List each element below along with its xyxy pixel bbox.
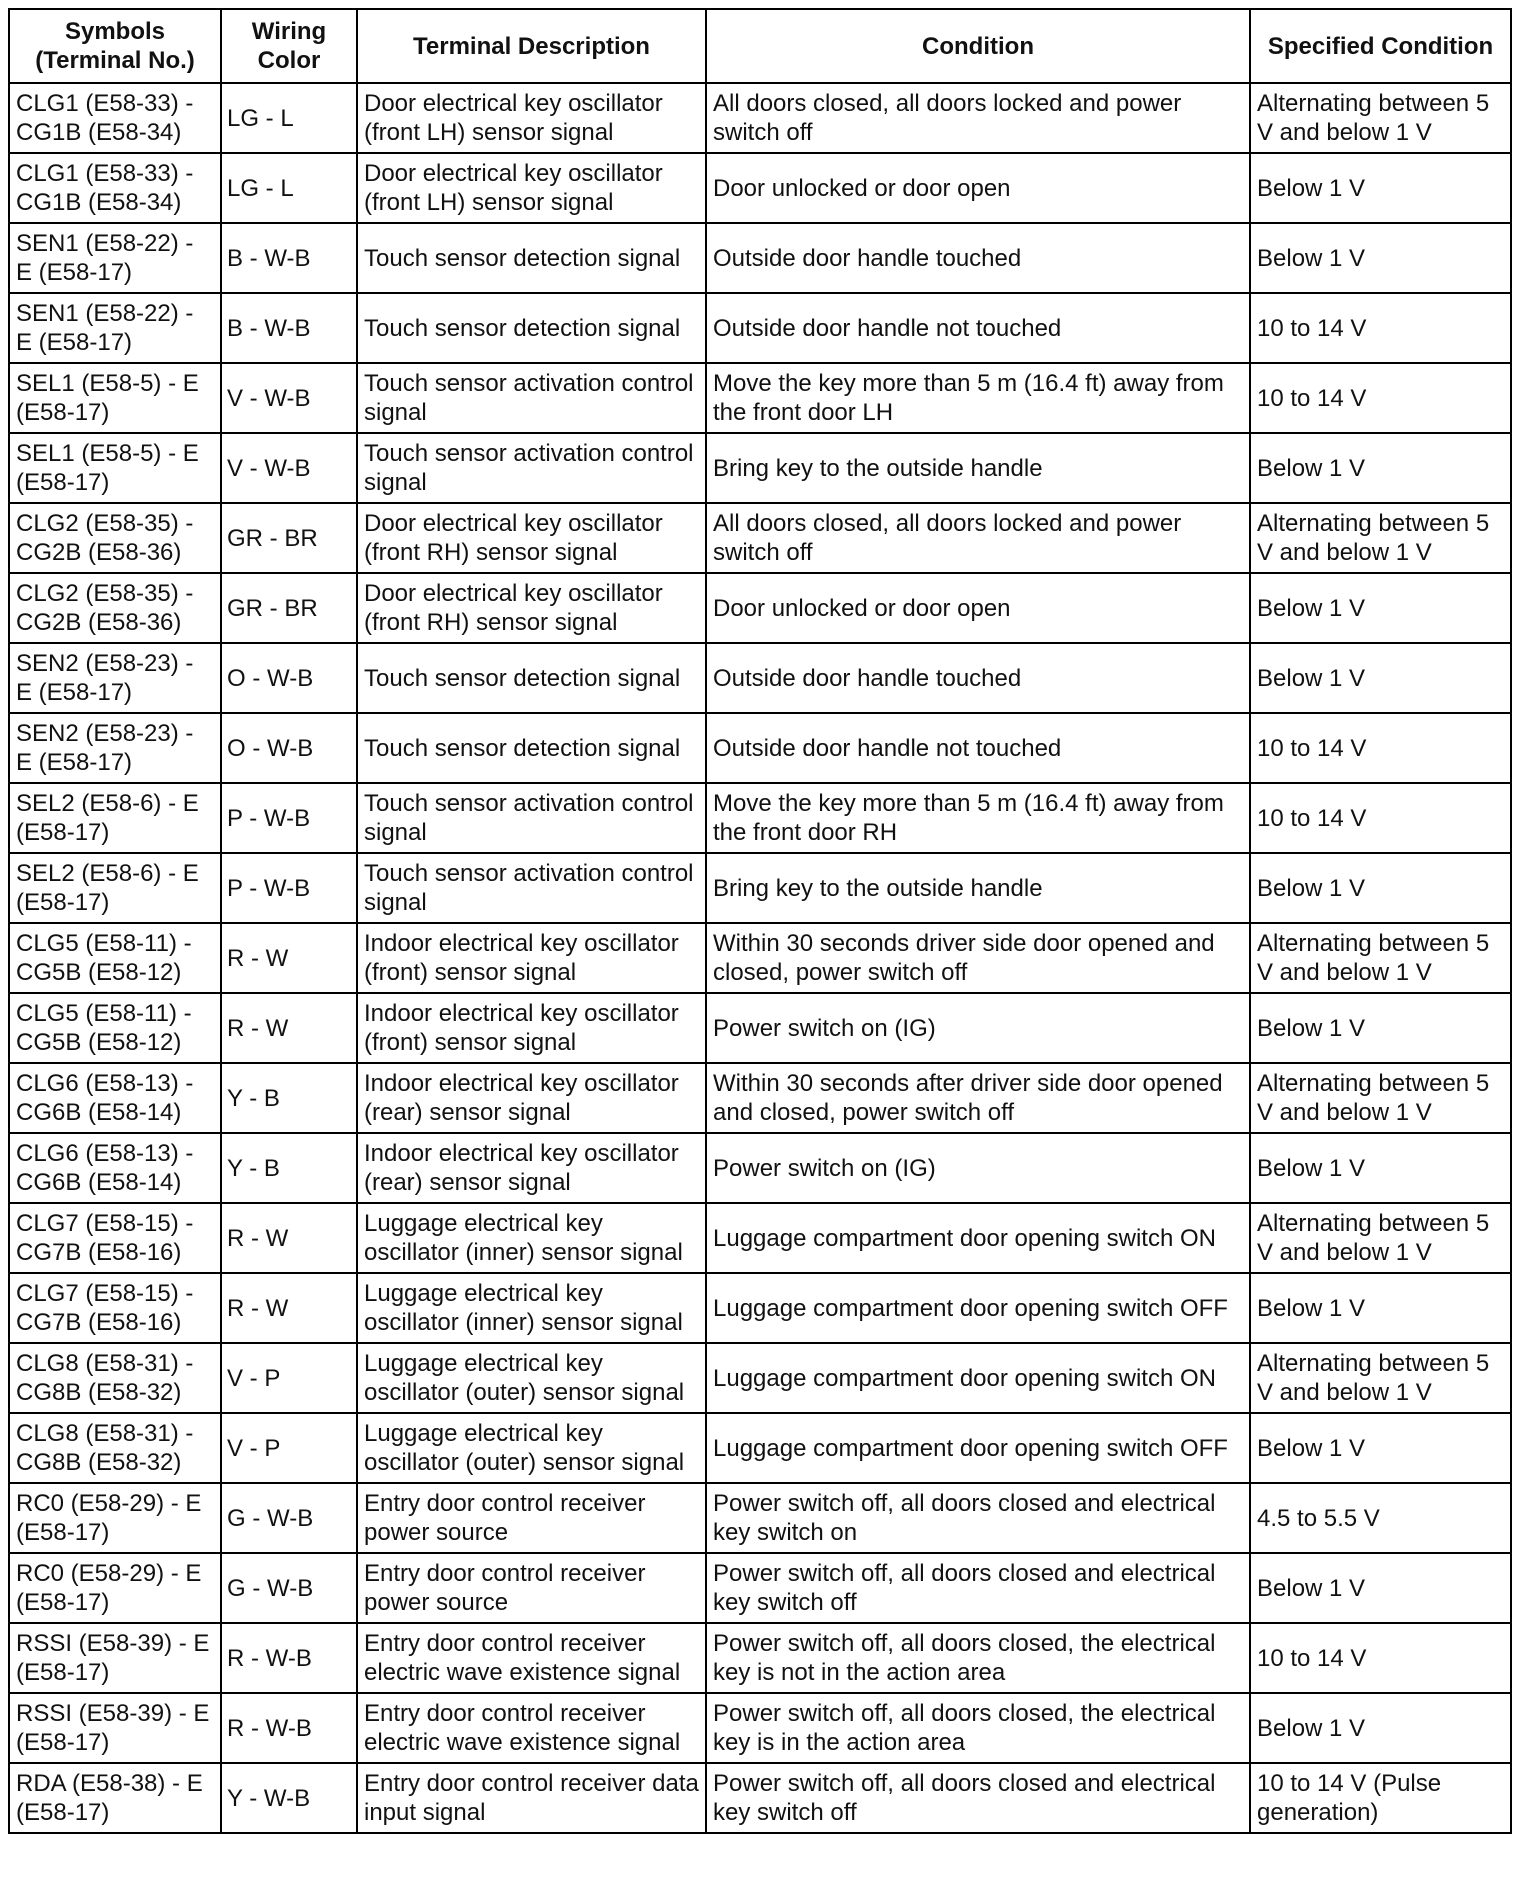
terminal-table-container [8,8,1510,1834]
cell-condition: Bring key to the outside handle [706,433,1250,503]
cell-wiring-color: P - W-B [221,783,357,853]
table-row [9,1483,1511,1553]
cell-specified-condition: Below 1 V [1250,993,1511,1063]
cell-wiring-color: R - W [221,993,357,1063]
cell-condition: Within 30 seconds driver side door opened and closed, power switch off [706,923,1250,993]
cell-condition: Power switch on (IG) [706,993,1250,1063]
cell-specified-condition: Below 1 V [1250,1413,1511,1483]
cell-symbol: RC0 (E58-29) - E (E58-17) [9,1553,221,1623]
cell-terminal-description: Entry door control receiver data input signal [357,1763,706,1833]
cell-specified-condition: Alternating between 5 V and below 1 V [1250,1343,1511,1413]
table-row [9,993,1511,1063]
cell-specified-condition: Alternating between 5 V and below 1 V [1250,1203,1511,1273]
cell-wiring-color: G - W-B [221,1553,357,1623]
table-row [9,1203,1511,1273]
cell-wiring-color: LG - L [221,83,357,153]
cell-symbol: SEL1 (E58-5) - E (E58-17) [9,363,221,433]
cell-symbol: SEL2 (E58-6) - E (E58-17) [9,783,221,853]
cell-terminal-description: Touch sensor detection signal [357,643,706,713]
cell-terminal-description: Indoor electrical key oscillator (rear) sensor signal [357,1133,706,1203]
cell-terminal-description: Touch sensor activation control signal [357,853,706,923]
cell-symbol: CLG8 (E58-31) - CG8B (E58-32) [9,1413,221,1483]
table-header [9,9,1511,83]
table-row [9,783,1511,853]
cell-specified-condition: Alternating between 5 V and below 1 V [1250,503,1511,573]
cell-terminal-description: Touch sensor activation control signal [357,363,706,433]
table-row [9,1063,1511,1133]
table-row [9,643,1511,713]
cell-terminal-description: Luggage electrical key oscillator (outer) sensor signal [357,1343,706,1413]
header-row [9,9,1511,83]
cell-condition: Bring key to the outside handle [706,853,1250,923]
cell-condition: Door unlocked or door open [706,573,1250,643]
cell-symbol: RSSI (E58-39) - E (E58-17) [9,1623,221,1693]
cell-terminal-description: Indoor electrical key oscillator (front) sensor signal [357,993,706,1063]
table-row [9,433,1511,503]
cell-condition: All doors closed, all doors locked and power switch off [706,503,1250,573]
header-specified-condition: Specified Condition [1250,9,1511,83]
table-row [9,293,1511,363]
cell-condition: Outside door handle touched [706,643,1250,713]
cell-symbol: CLG7 (E58-15) - CG7B (E58-16) [9,1273,221,1343]
cell-condition: Door unlocked or door open [706,153,1250,223]
table-row [9,1343,1511,1413]
cell-symbol: SEN2 (E58-23) - E (E58-17) [9,643,221,713]
cell-wiring-color: Y - W-B [221,1763,357,1833]
cell-symbol: RC0 (E58-29) - E (E58-17) [9,1483,221,1553]
cell-wiring-color: V - W-B [221,363,357,433]
cell-terminal-description: Entry door control receiver power source [357,1553,706,1623]
cell-symbol: CLG1 (E58-33) - CG1B (E58-34) [9,153,221,223]
cell-condition: All doors closed, all doors locked and power switch off [706,83,1250,153]
cell-specified-condition: Below 1 V [1250,1553,1511,1623]
cell-terminal-description: Indoor electrical key oscillator (rear) sensor signal [357,1063,706,1133]
header-wiring-color: Wiring Color [221,9,357,83]
table-row [9,223,1511,293]
cell-symbol: RSSI (E58-39) - E (E58-17) [9,1693,221,1763]
cell-specified-condition: 10 to 14 V (Pulse generation) [1250,1763,1511,1833]
cell-specified-condition: Alternating between 5 V and below 1 V [1250,83,1511,153]
cell-condition: Outside door handle not touched [706,713,1250,783]
cell-wiring-color: P - W-B [221,853,357,923]
cell-wiring-color: O - W-B [221,713,357,783]
cell-condition: Outside door handle touched [706,223,1250,293]
cell-terminal-description: Door electrical key oscillator (front LH) sensor signal [357,153,706,223]
cell-specified-condition: Below 1 V [1250,643,1511,713]
cell-terminal-description: Luggage electrical key oscillator (inner) sensor signal [357,1273,706,1343]
cell-symbol: SEL1 (E58-5) - E (E58-17) [9,433,221,503]
table-row [9,923,1511,993]
cell-condition: Power switch off, all doors closed and electrical key switch off [706,1763,1250,1833]
table-row [9,83,1511,153]
cell-symbol: CLG1 (E58-33) - CG1B (E58-34) [9,83,221,153]
cell-wiring-color: R - W [221,923,357,993]
cell-condition: Luggage compartment door opening switch OFF [706,1273,1250,1343]
cell-symbol: CLG2 (E58-35) - CG2B (E58-36) [9,503,221,573]
cell-terminal-description: Door electrical key oscillator (front LH) sensor signal [357,83,706,153]
cell-terminal-description: Touch sensor detection signal [357,293,706,363]
cell-terminal-description: Door electrical key oscillator (front RH) sensor signal [357,573,706,643]
table-row [9,1133,1511,1203]
cell-wiring-color: GR - BR [221,573,357,643]
cell-wiring-color: O - W-B [221,643,357,713]
cell-condition: Power switch off, all doors closed and electrical key switch on [706,1483,1250,1553]
cell-specified-condition: 10 to 14 V [1250,783,1511,853]
table-row [9,573,1511,643]
cell-wiring-color: R - W-B [221,1693,357,1763]
cell-specified-condition: 10 to 14 V [1250,363,1511,433]
cell-wiring-color: V - W-B [221,433,357,503]
header-symbols: Symbols (Terminal No.) [9,9,221,83]
cell-specified-condition: 10 to 14 V [1250,293,1511,363]
cell-symbol: SEL2 (E58-6) - E (E58-17) [9,853,221,923]
cell-terminal-description: Entry door control receiver electric wave existence signal [357,1623,706,1693]
cell-terminal-description: Touch sensor activation control signal [357,433,706,503]
table-row [9,1623,1511,1693]
cell-symbol: CLG6 (E58-13) - CG6B (E58-14) [9,1133,221,1203]
table-row [9,363,1511,433]
cell-specified-condition: Below 1 V [1250,853,1511,923]
cell-wiring-color: R - W [221,1203,357,1273]
cell-wiring-color: V - P [221,1413,357,1483]
cell-condition: Power switch off, all doors closed, the electrical key is in the action area [706,1693,1250,1763]
cell-terminal-description: Touch sensor activation control signal [357,783,706,853]
cell-wiring-color: B - W-B [221,293,357,363]
table-row [9,1553,1511,1623]
table-body [9,83,1511,1833]
table-row [9,1763,1511,1833]
cell-specified-condition: Alternating between 5 V and below 1 V [1250,1063,1511,1133]
table-row [9,503,1511,573]
cell-condition: Move the key more than 5 m (16.4 ft) away from the front door LH [706,363,1250,433]
cell-symbol: RDA (E58-38) - E (E58-17) [9,1763,221,1833]
table-row [9,713,1511,783]
cell-terminal-description: Luggage electrical key oscillator (inner) sensor signal [357,1203,706,1273]
table-row [9,1693,1511,1763]
cell-condition: Luggage compartment door opening switch ON [706,1203,1250,1273]
cell-condition: Luggage compartment door opening switch OFF [706,1413,1250,1483]
table-row [9,1273,1511,1343]
cell-condition: Move the key more than 5 m (16.4 ft) away from the front door RH [706,783,1250,853]
cell-symbol: CLG6 (E58-13) - CG6B (E58-14) [9,1063,221,1133]
cell-condition: Within 30 seconds after driver side door opened and closed, power switch off [706,1063,1250,1133]
cell-specified-condition: Alternating between 5 V and below 1 V [1250,923,1511,993]
cell-wiring-color: R - W-B [221,1623,357,1693]
cell-specified-condition: Below 1 V [1250,1693,1511,1763]
cell-condition: Power switch on (IG) [706,1133,1250,1203]
cell-wiring-color: G - W-B [221,1483,357,1553]
cell-wiring-color: B - W-B [221,223,357,293]
cell-wiring-color: GR - BR [221,503,357,573]
cell-terminal-description: Entry door control receiver power source [357,1483,706,1553]
cell-specified-condition: 10 to 14 V [1250,1623,1511,1693]
table-row [9,853,1511,923]
cell-symbol: SEN2 (E58-23) - E (E58-17) [9,713,221,783]
cell-terminal-description: Door electrical key oscillator (front RH) sensor signal [357,503,706,573]
cell-specified-condition: Below 1 V [1250,433,1511,503]
terminal-table [8,8,1512,1834]
table-row [9,1413,1511,1483]
cell-terminal-description: Indoor electrical key oscillator (front) sensor signal [357,923,706,993]
cell-symbol: CLG2 (E58-35) - CG2B (E58-36) [9,573,221,643]
cell-specified-condition: 4.5 to 5.5 V [1250,1483,1511,1553]
cell-condition: Luggage compartment door opening switch ON [706,1343,1250,1413]
cell-condition: Power switch off, all doors closed, the electrical key is not in the action area [706,1623,1250,1693]
cell-terminal-description: Touch sensor detection signal [357,223,706,293]
cell-condition: Outside door handle not touched [706,293,1250,363]
cell-terminal-description: Entry door control receiver electric wave existence signal [357,1693,706,1763]
cell-symbol: CLG8 (E58-31) - CG8B (E58-32) [9,1343,221,1413]
cell-specified-condition: Below 1 V [1250,1133,1511,1203]
cell-symbol: SEN1 (E58-22) - E (E58-17) [9,223,221,293]
header-terminal-description: Terminal Description [357,9,706,83]
cell-wiring-color: V - P [221,1343,357,1413]
table-row [9,153,1511,223]
cell-specified-condition: Below 1 V [1250,153,1511,223]
cell-condition: Power switch off, all doors closed and electrical key switch off [706,1553,1250,1623]
cell-specified-condition: 10 to 14 V [1250,713,1511,783]
cell-wiring-color: Y - B [221,1063,357,1133]
cell-wiring-color: LG - L [221,153,357,223]
cell-specified-condition: Below 1 V [1250,1273,1511,1343]
cell-symbol: SEN1 (E58-22) - E (E58-17) [9,293,221,363]
cell-wiring-color: Y - B [221,1133,357,1203]
cell-terminal-description: Touch sensor detection signal [357,713,706,783]
cell-symbol: CLG5 (E58-11) - CG5B (E58-12) [9,923,221,993]
cell-wiring-color: R - W [221,1273,357,1343]
header-condition: Condition [706,9,1250,83]
cell-symbol: CLG5 (E58-11) - CG5B (E58-12) [9,993,221,1063]
cell-specified-condition: Below 1 V [1250,573,1511,643]
cell-specified-condition: Below 1 V [1250,223,1511,293]
cell-symbol: CLG7 (E58-15) - CG7B (E58-16) [9,1203,221,1273]
cell-terminal-description: Luggage electrical key oscillator (outer) sensor signal [357,1413,706,1483]
